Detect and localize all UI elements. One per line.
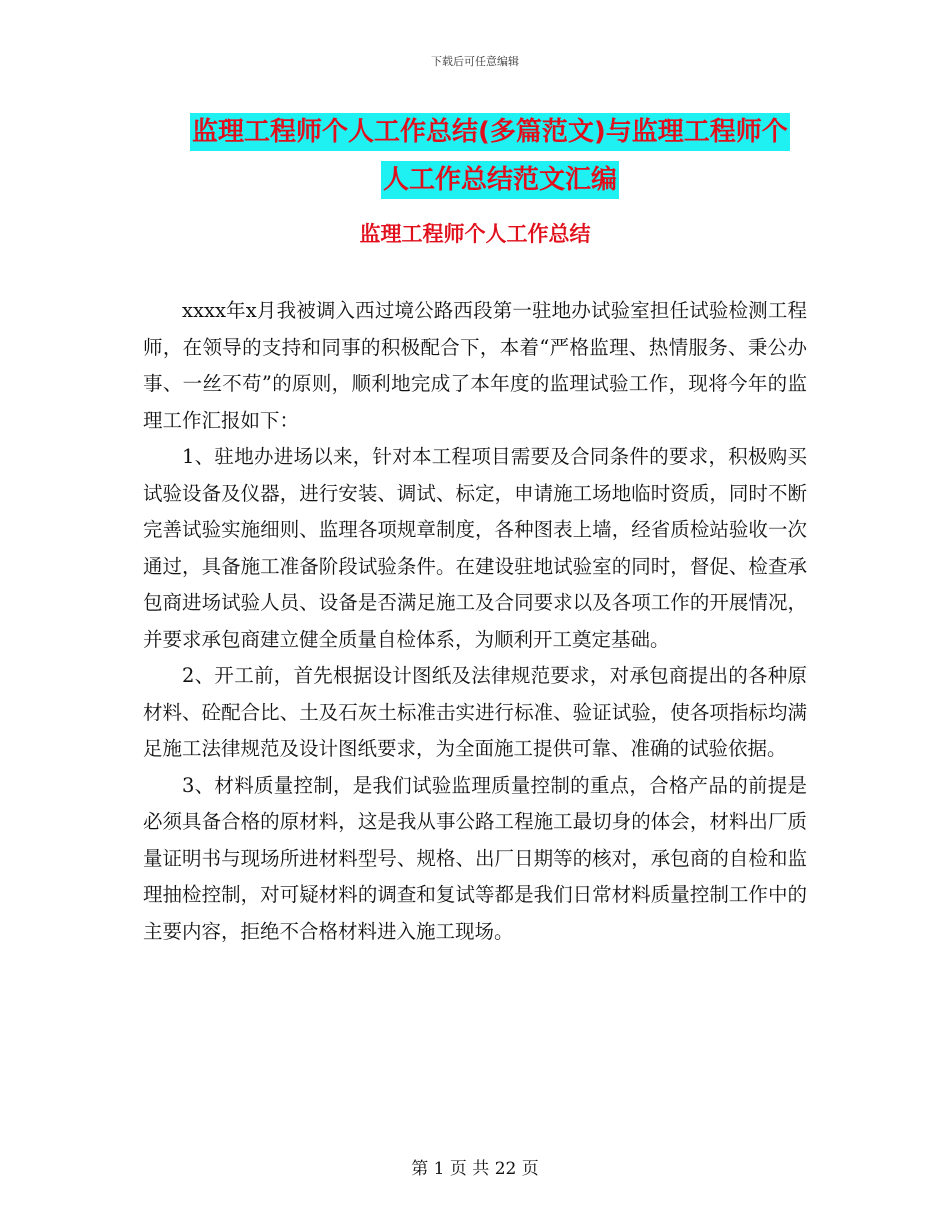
- paragraph-item-2: 2、开工前，首先根据设计图纸及法律规范要求，对承包商提出的各种原材料、砼配合比、土及石灰土标准击实进行标准、验证试验，使各项指标均满足施工法律规范及设计图纸要求，为全面施工提供可靠、准确的试验依据。: [143, 664, 807, 760]
- header-note: 下载后可任意编辑: [431, 55, 519, 68]
- paragraph-intro: xxxx年x月我被调入西过境公路西段第一驻地办试验室担任试验检测工程师，在领导的支持和同事的积极配合下，本着“严格监理、热情服务、秉公办事、一丝不苟”的原则，顺利地完成了本年度的监理试验工作，现将今年的监理工作汇报如下：: [143, 299, 807, 432]
- document-title: [190, 108, 810, 204]
- page-number-footer: 第 1 页 共 22 页: [411, 1159, 539, 1179]
- paragraph-item-1: 1、驻地办进场以来，针对本工程项目需要及合同条件的要求，积极购买试验设备及仪器，进行安装、调试、标定，申请施工场地临时资质，同时不断完善试验实施细则、监理各项规章制度，各种图表上墙，经省质检站验收一次通过，具备施工准备阶段试验条件。在建设驻地试验室的同时，督促、检查承包商进场试验人员、设备是否满足施工及合同要求以及各项工作的开展情况，并要求承包商建立健全质量自检体系，为顺利开工奠定基础。: [143, 445, 807, 651]
- section-title: 监理工程师个人工作总结: [359, 222, 591, 246]
- title-line-1-text: 监理工程师个人工作总结(多篇范文)与监理工程师个: [190, 113, 790, 151]
- paragraph-item-3: 3、材料质量控制，是我们试验监理质量控制的重点，合格产品的前提是必须具备合格的原材料，这是我从事公路工程施工最切身的体会，材料出厂质量证明书与现场所进材料型号、规格、出厂日期等的核对，承包商的自检和监理抽检控制，对可疑材料的调查和复试等都是我们日常材料质量控制工作中的主要内容，拒绝不合格材料进入施工现场。: [143, 773, 807, 943]
- title-line-2: [190, 156, 810, 204]
- title-line-2-text: 人工作总结范文汇编: [381, 161, 619, 199]
- body-text: [143, 293, 807, 950]
- title-line-1: [190, 108, 810, 156]
